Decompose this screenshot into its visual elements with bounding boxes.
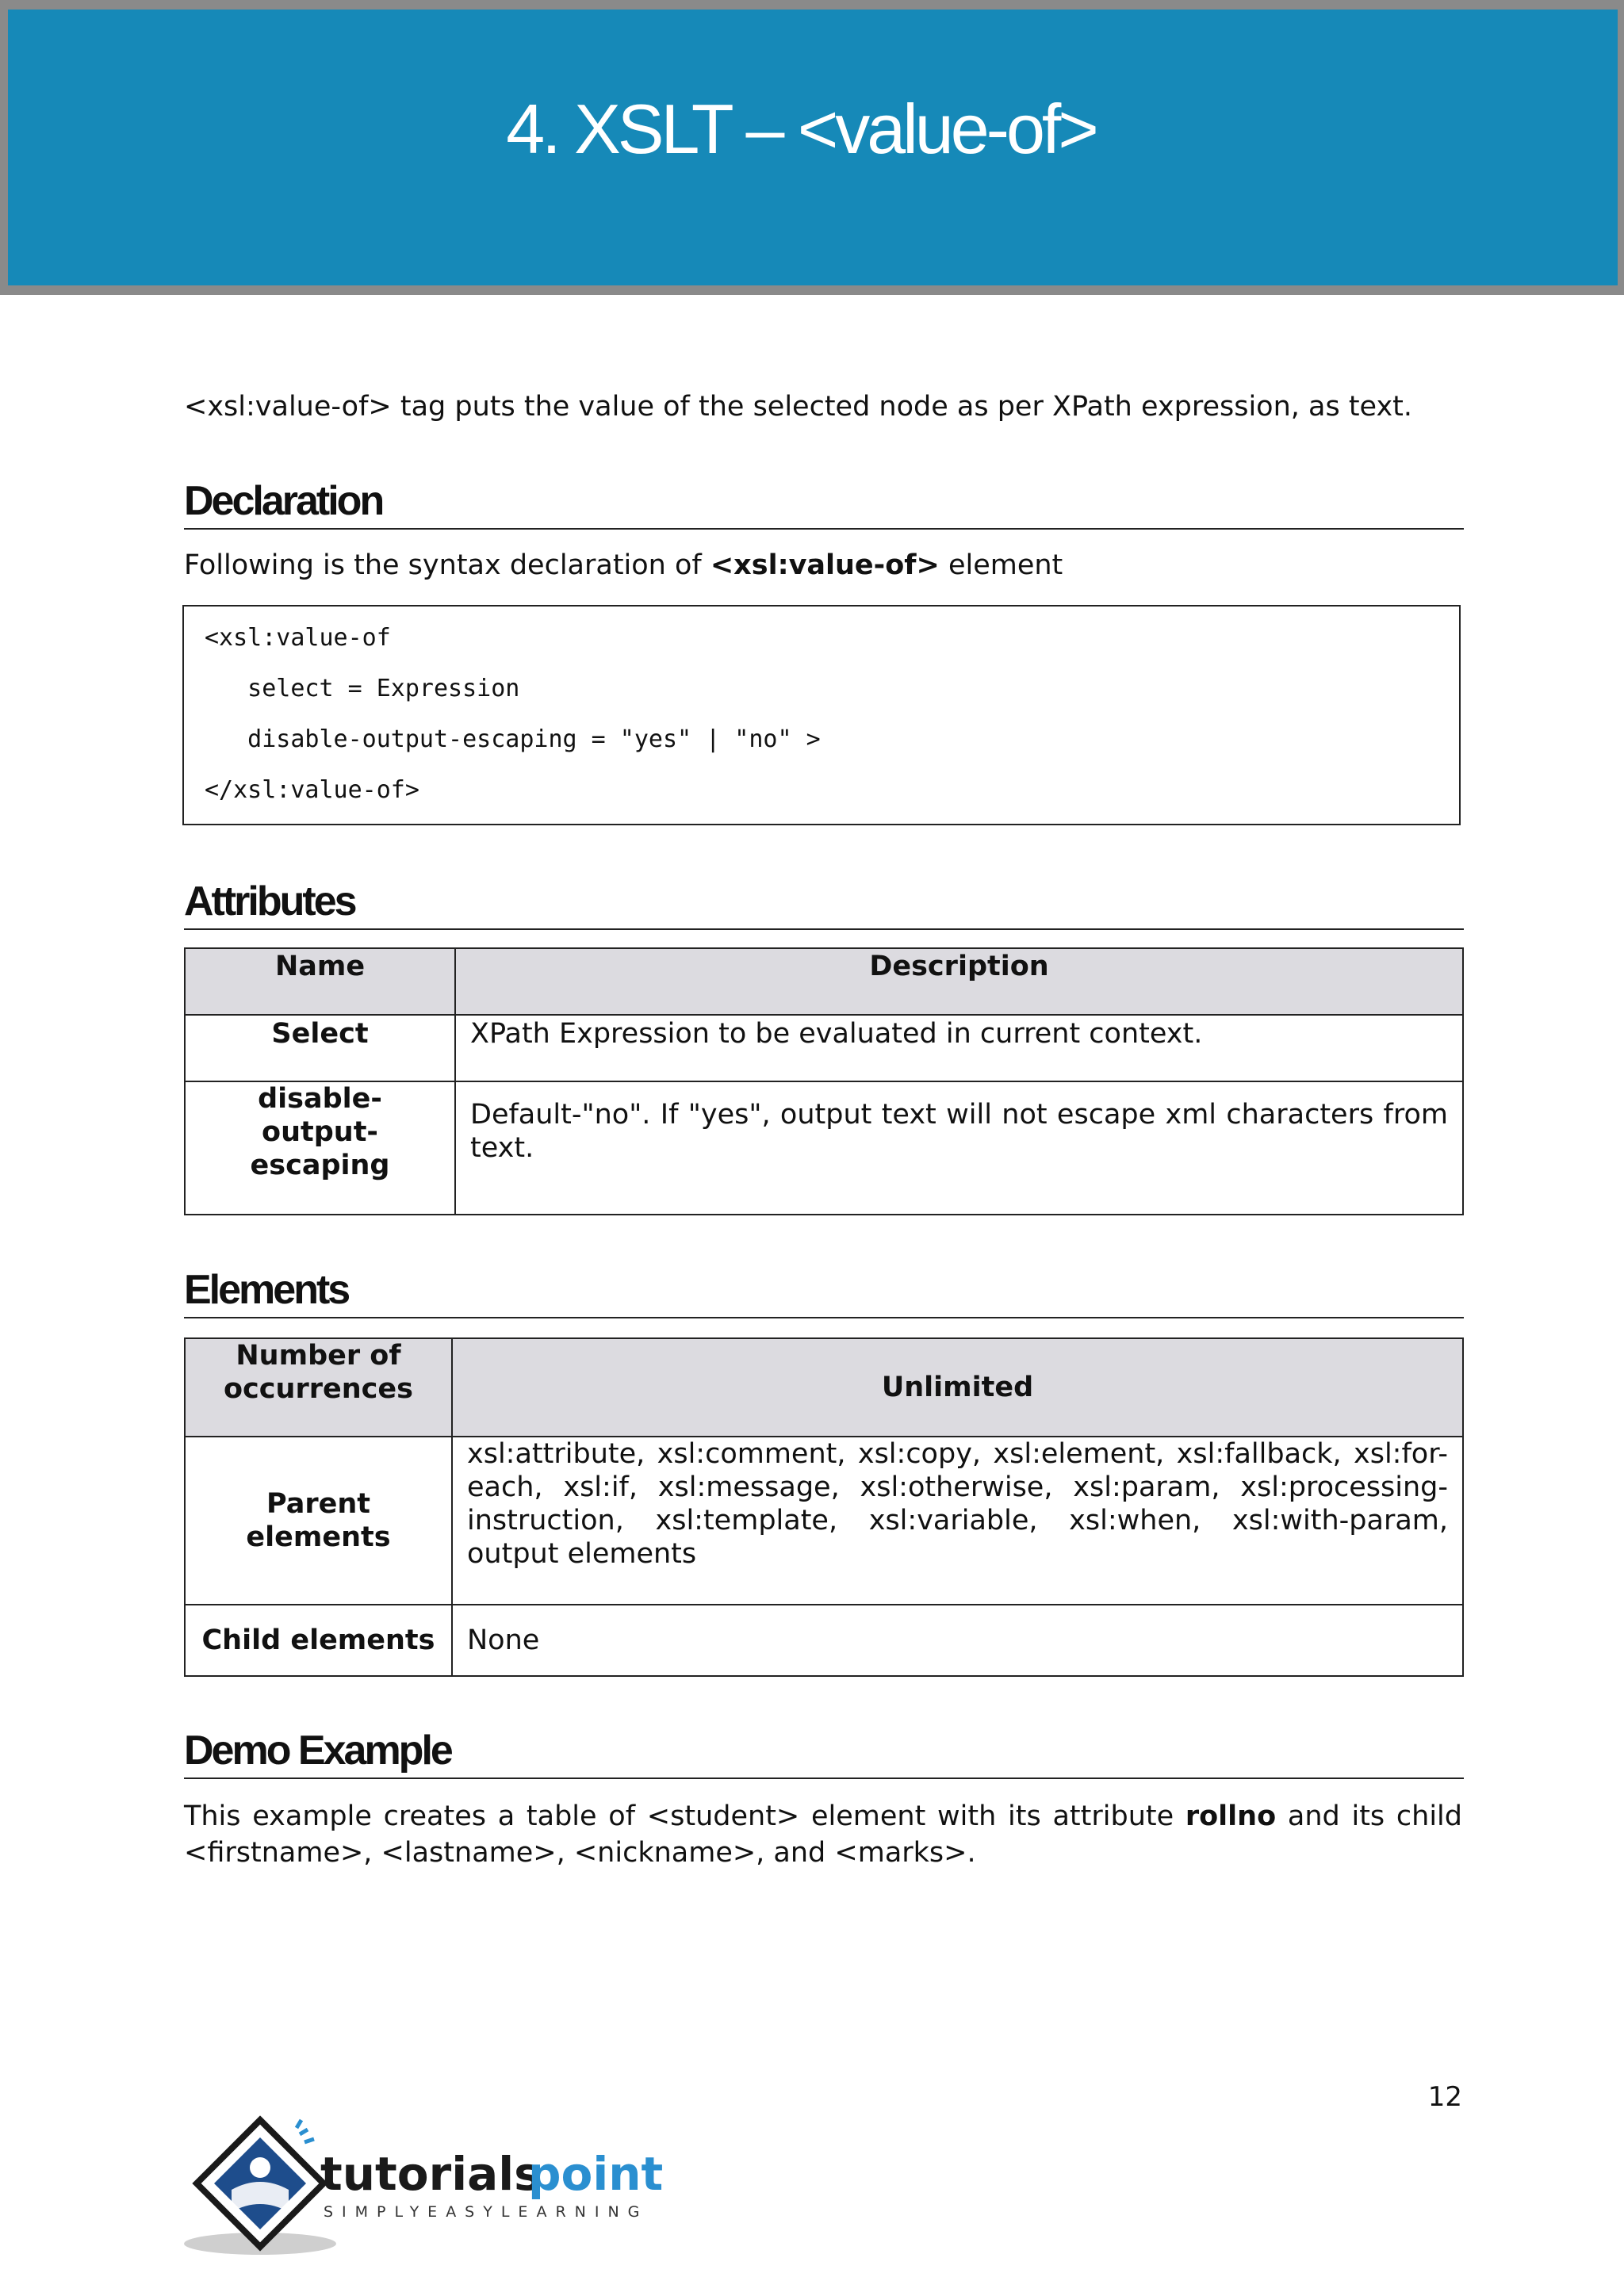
code-line: disable-output-escaping = "yes" | "no" > xyxy=(205,725,821,753)
declaration-element-name: <xsl:value-of> xyxy=(710,549,940,581)
demo-attribute-name: rollno xyxy=(1185,1800,1277,1832)
demo-paragraph xyxy=(184,1798,1462,1871)
logo-text-accent: point xyxy=(528,2147,664,2201)
demo-text: This example creates a table of <student> element with its attribute xyxy=(184,1800,1185,1832)
elements-table xyxy=(184,1337,1464,1677)
chapter-banner xyxy=(0,0,1624,295)
syntax-code-block xyxy=(182,605,1461,825)
attribute-name: disable-output-escaping xyxy=(185,1081,455,1215)
declaration-paragraph xyxy=(184,547,1462,584)
demo-heading: Demo Example xyxy=(184,1725,1464,1779)
column-header-name: Name xyxy=(185,948,455,1015)
parent-elements-label: Parent elements xyxy=(185,1437,452,1605)
declaration-heading: Declaration xyxy=(184,476,1464,530)
logo-tagline: SIMPLYEASYLEARNING xyxy=(324,2203,649,2221)
column-header-description: Description xyxy=(455,948,1463,1015)
attribute-description: Default-"no". If "yes", output text will not escape xml characters from text. xyxy=(455,1081,1463,1215)
elements-heading: Elements xyxy=(184,1265,1464,1318)
chapter-banner-fill xyxy=(8,10,1618,285)
table-row xyxy=(185,1015,1463,1081)
code-line: </xsl:value-of> xyxy=(205,776,419,804)
demo-text-end: and its child <firstname>, <lastname>, <nickname>, and <marks>. xyxy=(184,1800,1462,1869)
table-row xyxy=(185,1437,1463,1605)
occurrences-label: Number of occurrences xyxy=(185,1338,452,1437)
table-header-row xyxy=(185,1338,1463,1437)
occurrences-value: Unlimited xyxy=(452,1338,1463,1437)
code-line: select = Expression xyxy=(205,675,520,702)
declaration-text: Following is the syntax declaration of xyxy=(184,549,710,581)
logo-graphic xyxy=(181,2110,688,2261)
parent-elements-value: xsl:attribute, xsl:comment, xsl:copy, xsl:element, xsl:fallback, xsl:for-each, xsl:if, xsl:message, xsl:otherwise, xsl:param, xsl:processing-instruction, xsl:template, xsl:variable, xsl:when, xsl:with-param, output elements xyxy=(452,1437,1463,1605)
page-number: 12 xyxy=(1427,2081,1462,2113)
attributes-table xyxy=(184,947,1464,1215)
table-row xyxy=(185,1605,1463,1676)
attribute-name: Select xyxy=(185,1015,455,1081)
chapter-title: 4. XSLT – <value-of> xyxy=(506,90,1096,168)
logo-text-main: tutorials xyxy=(320,2147,542,2201)
child-elements-value: None xyxy=(452,1605,1463,1676)
child-elements-label: Child elements xyxy=(185,1605,452,1676)
attribute-description: XPath Expression to be evaluated in current context. xyxy=(455,1015,1463,1081)
tutorialspoint-logo xyxy=(181,2110,688,2261)
code-line: <xsl:value-of xyxy=(205,624,391,652)
table-row xyxy=(185,1081,1463,1215)
declaration-text-end: element xyxy=(939,549,1063,581)
attributes-heading: Attributes xyxy=(184,876,1464,930)
intro-paragraph: <xsl:value-of> tag puts the value of the selected node as per XPath expression, as text. xyxy=(184,391,1413,423)
table-header-row xyxy=(185,948,1463,1015)
